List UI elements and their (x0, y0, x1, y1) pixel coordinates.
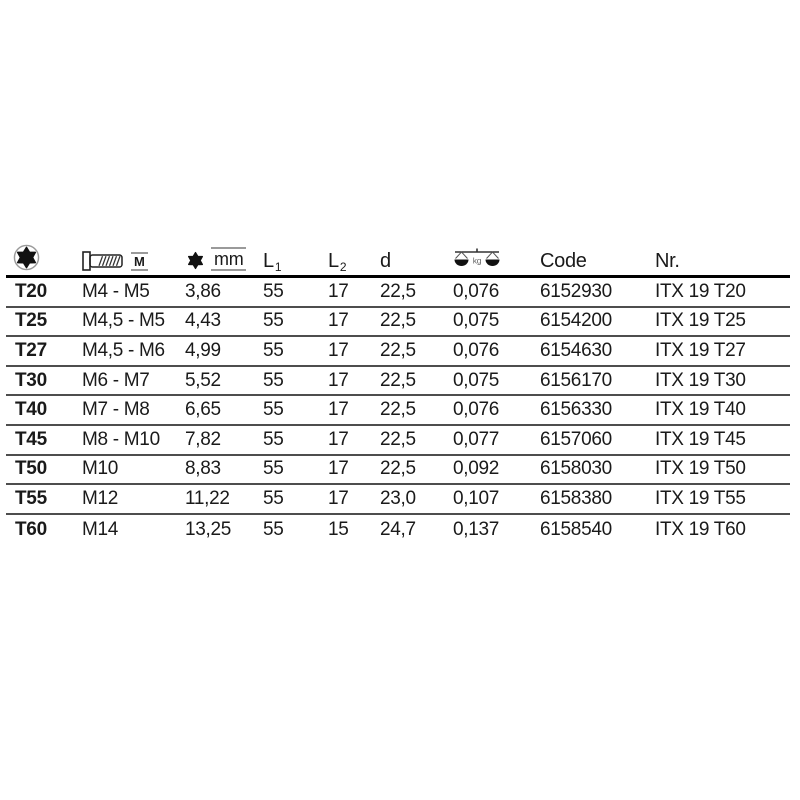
cell-size: T27 (15, 339, 47, 361)
cell-nr: ITX 19 T40 (655, 399, 746, 421)
m-label: M (131, 252, 148, 271)
torx-star-icon (185, 250, 206, 271)
cell-code: 6158030 (540, 458, 612, 480)
header-d (380, 251, 453, 275)
cell-code: 6156170 (540, 369, 612, 391)
cell-tip-size-mm: 4,99 (185, 339, 221, 361)
header-weight (453, 248, 540, 275)
cell-l2: 17 (328, 428, 349, 450)
cell-tip-size-mm: 11,22 (185, 487, 230, 509)
header-code (540, 251, 655, 275)
kg-label: kg (472, 255, 482, 266)
cell-l2: 17 (328, 487, 349, 509)
mm-label: mm (211, 247, 246, 271)
cell-d: 24,7 (380, 518, 416, 540)
table-row (6, 456, 790, 486)
cell-tip-size-mm: 4,43 (185, 310, 221, 332)
cell-tip-size-mm: 6,65 (185, 399, 221, 421)
cell-l2: 17 (328, 310, 349, 332)
cell-d: 23,0 (380, 487, 416, 509)
cell-nr: ITX 19 T25 (655, 310, 746, 332)
cell-thread-range: M4,5 - M5 (82, 310, 165, 332)
cell-tip-size-mm: 8,83 (185, 458, 221, 480)
cell-nr: ITX 19 T20 (655, 280, 746, 302)
code-label: Code (540, 250, 587, 272)
cell-size: T55 (15, 487, 47, 509)
cell-code: 6157060 (540, 428, 612, 450)
cell-code: 6156330 (540, 399, 612, 421)
d-label: d (380, 250, 391, 272)
header-nr (655, 251, 790, 275)
cell-code: 6154200 (540, 310, 612, 332)
header-l1 (263, 251, 328, 275)
header-tip-size (185, 247, 263, 275)
table-row (6, 426, 790, 456)
cell-l1: 55 (263, 369, 284, 391)
cell-l2: 17 (328, 339, 349, 361)
cell-d: 22,5 (380, 280, 416, 302)
cell-d: 22,5 (380, 458, 416, 480)
cell-size: T50 (15, 458, 47, 480)
cell-tip-size-mm: 3,86 (185, 280, 221, 302)
table-row (6, 308, 790, 338)
cell-code: 6158540 (540, 518, 612, 540)
cell-thread-range: M4,5 - M6 (82, 339, 165, 361)
cell-nr: ITX 19 T30 (655, 369, 746, 391)
table-row (6, 396, 790, 426)
cell-l1: 55 (263, 487, 284, 509)
table-row (6, 485, 790, 515)
spec-table (6, 243, 790, 544)
cell-l1: 55 (263, 428, 284, 450)
balance-scale-icon (453, 248, 501, 271)
header-size (6, 244, 82, 275)
table-header (6, 243, 790, 278)
cell-weight-kg: 0,076 (453, 339, 500, 361)
cell-weight-kg: 0,107 (453, 487, 500, 509)
cell-thread-range: M12 (82, 487, 119, 509)
cell-tip-size-mm: 13,25 (185, 518, 232, 540)
cell-nr: ITX 19 T27 (655, 339, 746, 361)
cell-l1: 55 (263, 280, 284, 302)
cell-l1: 55 (263, 518, 284, 540)
table-row (6, 515, 790, 545)
cell-d: 22,5 (380, 428, 416, 450)
cell-d: 22,5 (380, 310, 416, 332)
cell-weight-kg: 0,075 (453, 369, 500, 391)
cell-weight-kg: 0,077 (453, 428, 500, 450)
cell-code: 6158380 (540, 487, 612, 509)
table-row (6, 367, 790, 397)
cell-l1: 55 (263, 310, 284, 332)
cell-l2: 17 (328, 369, 349, 391)
cell-thread-range: M14 (82, 518, 119, 540)
nr-label: Nr. (655, 250, 680, 272)
header-l2 (328, 251, 380, 275)
cell-l2: 15 (328, 518, 349, 540)
cell-weight-kg: 0,075 (453, 310, 500, 332)
table-row (6, 337, 790, 367)
cell-nr: ITX 19 T60 (655, 518, 746, 540)
cell-size: T30 (15, 369, 47, 391)
cell-nr: ITX 19 T50 (655, 458, 746, 480)
cell-weight-kg: 0,137 (453, 518, 500, 540)
cell-nr: ITX 19 T45 (655, 428, 746, 450)
cell-d: 22,5 (380, 399, 416, 421)
cell-size: T60 (15, 518, 47, 540)
cell-tip-size-mm: 7,82 (185, 428, 221, 450)
cell-tip-size-mm: 5,52 (185, 369, 221, 391)
cell-size: T45 (15, 428, 47, 450)
cell-thread-range: M10 (82, 458, 119, 480)
cell-weight-kg: 0,076 (453, 399, 500, 421)
cell-code: 6152930 (540, 280, 612, 302)
cell-l1: 55 (263, 458, 284, 480)
cell-d: 22,5 (380, 369, 416, 391)
cell-d: 22,5 (380, 339, 416, 361)
cell-weight-kg: 0,092 (453, 458, 500, 480)
table-body (6, 278, 790, 544)
header-thread-range (82, 251, 185, 275)
l2-label: $L_2$ (328, 250, 347, 274)
cell-size: T20 (15, 280, 47, 302)
cell-l2: 17 (328, 458, 349, 480)
cell-size: T25 (15, 310, 47, 332)
l1-label: $L_1$ (263, 250, 282, 274)
cell-thread-range: M6 - M7 (82, 369, 150, 391)
cell-weight-kg: 0,076 (453, 280, 500, 302)
screw-icon (82, 251, 124, 271)
cell-l1: 55 (263, 399, 284, 421)
cell-thread-range: M4 - M5 (82, 280, 150, 302)
cell-l2: 17 (328, 399, 349, 421)
cell-l1: 55 (263, 339, 284, 361)
cell-thread-range: M7 - M8 (82, 399, 150, 421)
torx-star-in-circle-icon (13, 244, 40, 271)
cell-nr: ITX 19 T55 (655, 487, 746, 509)
cell-thread-range: M8 - M10 (82, 428, 160, 450)
table-row (6, 278, 790, 308)
cell-size: T40 (15, 399, 47, 421)
cell-l2: 17 (328, 280, 349, 302)
cell-code: 6154630 (540, 339, 612, 361)
